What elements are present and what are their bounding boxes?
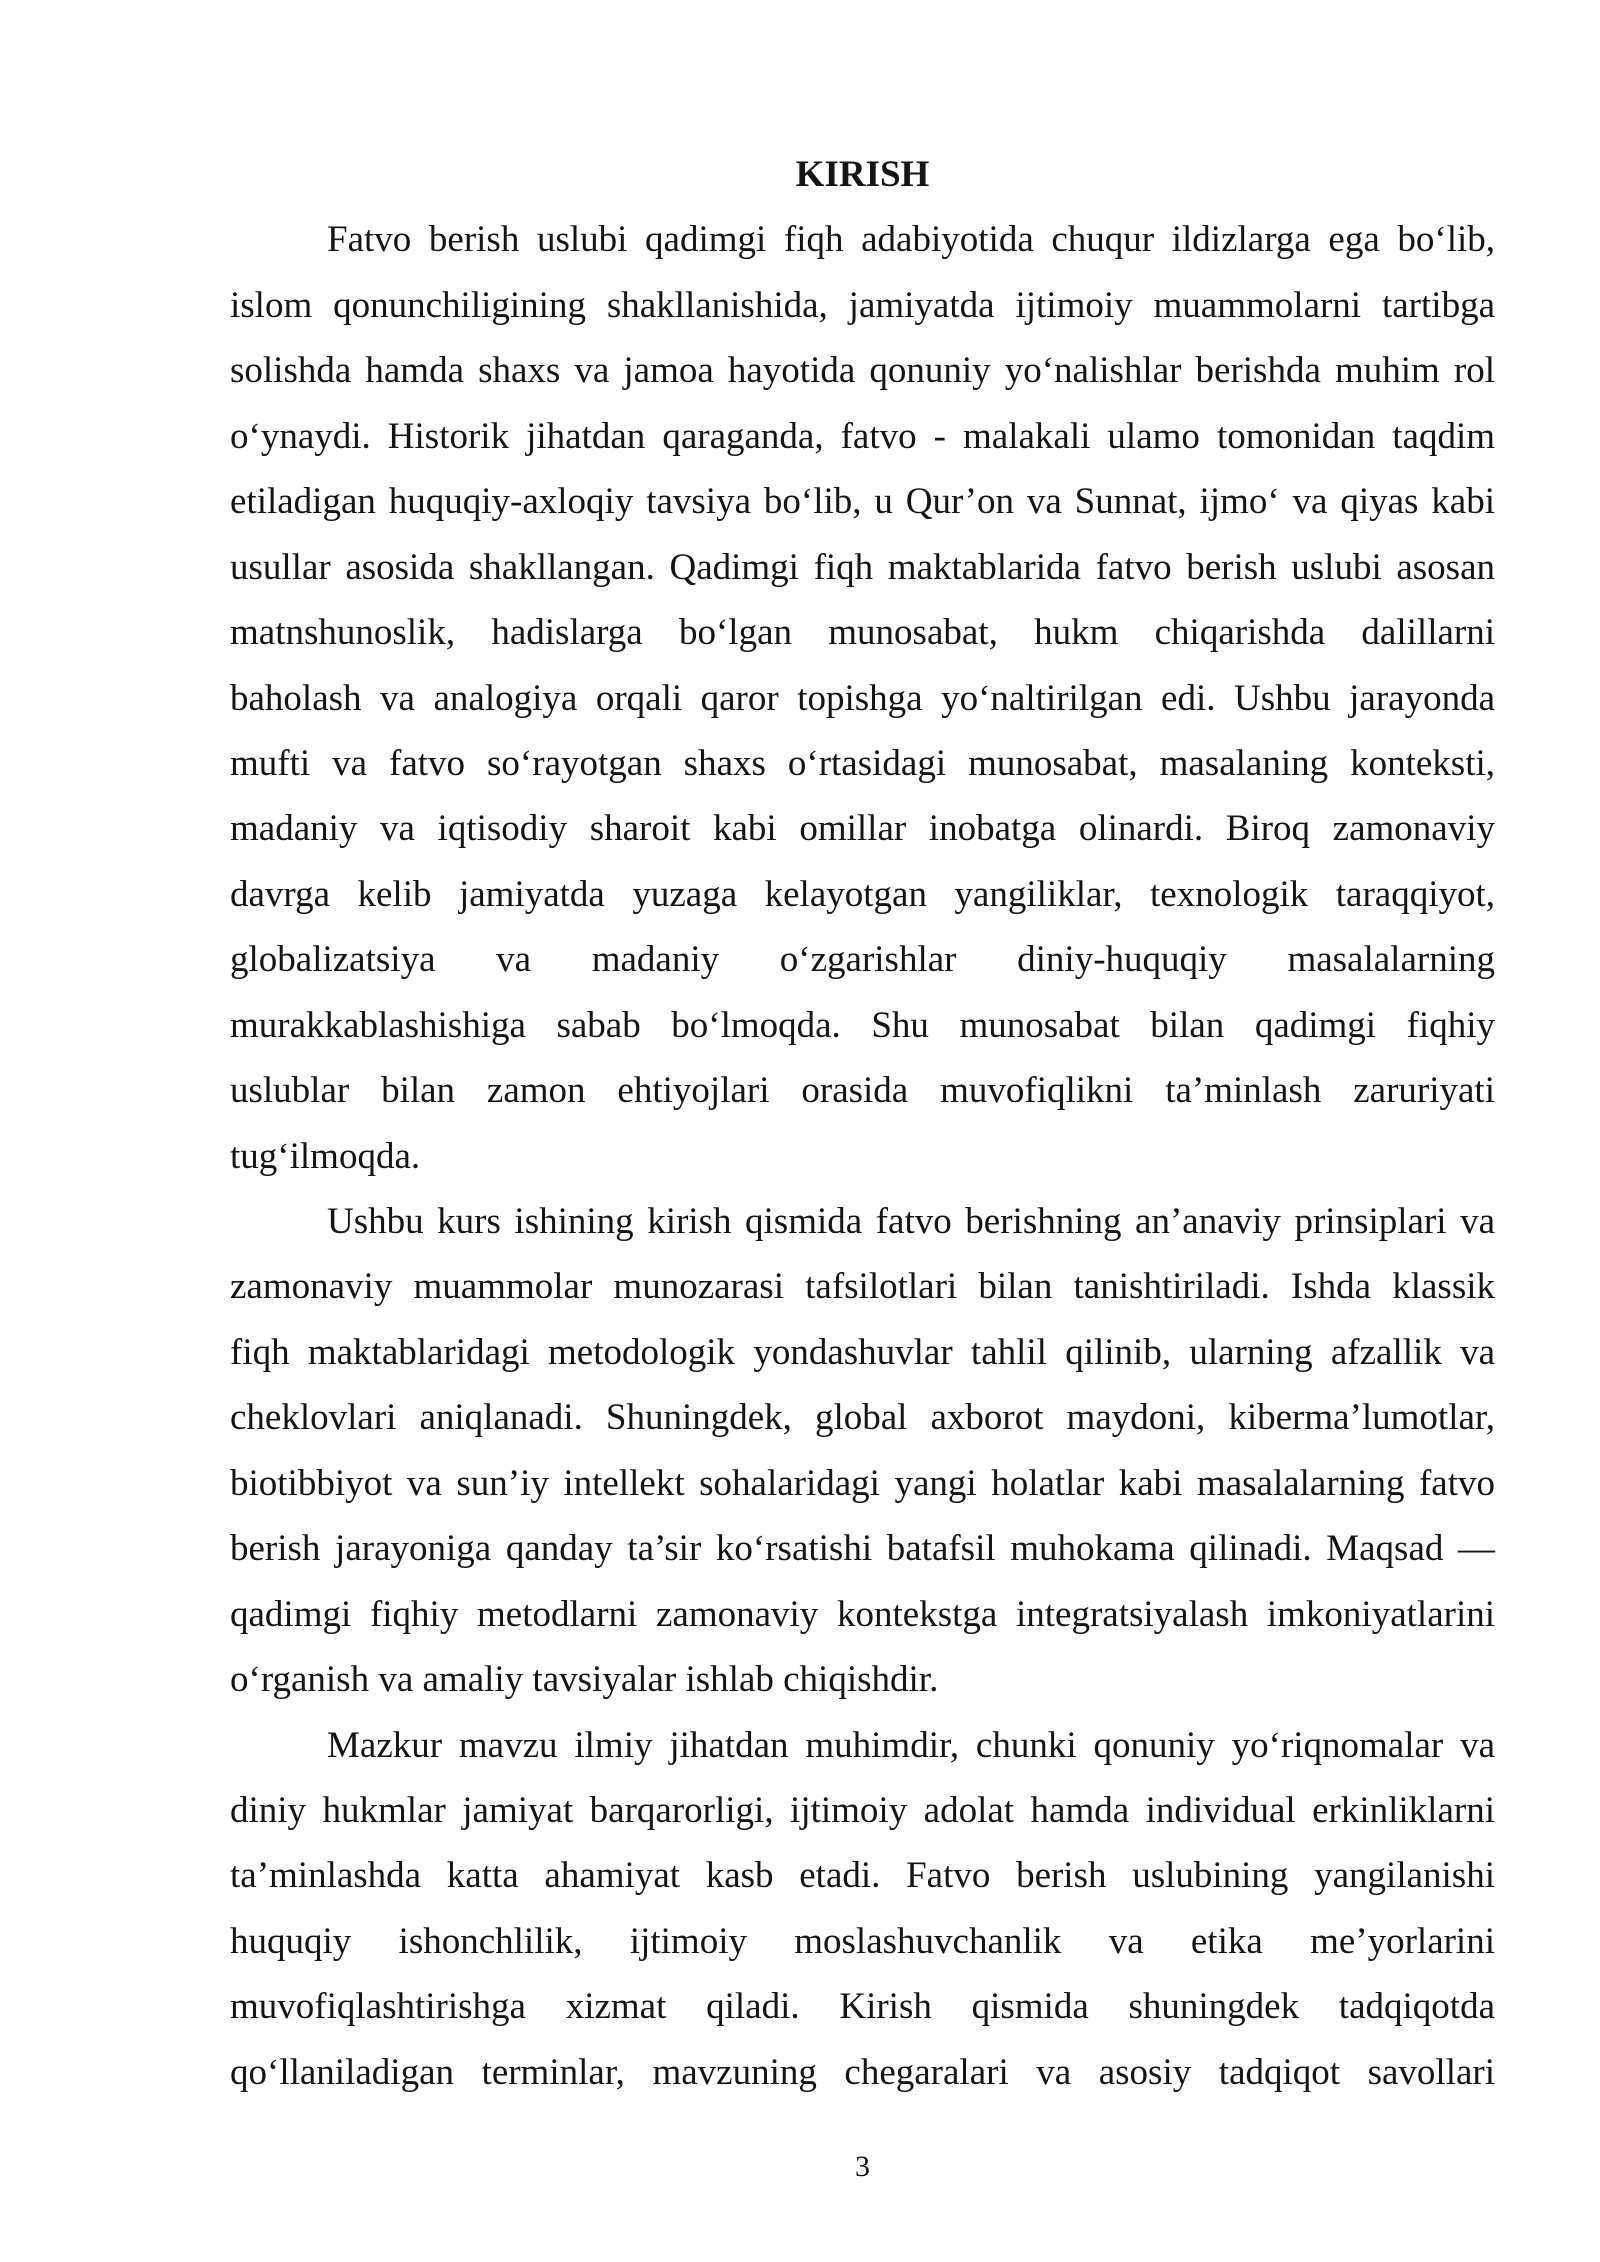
paragraph-line: mufti va fatvo so‘rayotgan shaxs o‘rtasidagi munosabat, masalaning konteksti,: [230, 742, 1495, 784]
paragraph-line: uslublar bilan zamon ehtiyojlari orasida muvofiqlikni ta’minlash zaruriyati: [230, 1070, 1495, 1112]
paragraph-line: baholash va analogiya orqali qaror topishga yo‘naltirilgan edi. Ushbu jarayonda: [230, 677, 1495, 719]
document-body: [230, 207, 1495, 2105]
paragraph: [230, 207, 1495, 1189]
paragraph-line: murakkablashishiga sabab bo‘lmoqda. Shu munosabat bilan qadimgi fiqhiy: [230, 1004, 1495, 1046]
paragraph-line: zamonaviy muammolar munozarasi tafsilotlari bilan tanishtiriladi. Ishda klassik: [230, 1266, 1495, 1308]
paragraph-line: madaniy va iqtisodiy sharoit kabi omillar inobatga olinardi. Biroq zamonaviy: [230, 808, 1495, 850]
paragraph-line: qadimgi fiqhiy metodlarni zamonaviy kontekstga integratsiyalash imkoniyatlarini: [230, 1593, 1495, 1635]
paragraph-line: cheklovlari aniqlanadi. Shuningdek, global axborot maydoni, kiberma’lumotlar,: [230, 1397, 1495, 1439]
paragraph: [230, 1713, 1495, 2106]
paragraph-line: Ushbu kurs ishining kirish qismida fatvo berishning an’anaviy prinsiplari va: [327, 1201, 1495, 1242]
paragraph-line: fiqh maktablaridagi metodologik yondashuvlar tahlil qilinib, ularning afzallik va: [230, 1331, 1495, 1373]
paragraph-line: usullar asosida shakllangan. Qadimgi fiqh maktablarida fatvo berish uslubi asosan: [230, 546, 1495, 588]
paragraph-line: qo‘llaniladigan terminlar, mavzuning chegaralari va asosiy tadqiqot savollari: [230, 2051, 1495, 2093]
paragraph-line: tug‘ilmoqda.: [230, 1135, 421, 1177]
paragraph-line: davrga kelib jamiyatda yuzaga kelayotgan yangiliklar, texnologik taraqqiyot,: [230, 873, 1495, 915]
paragraph: [230, 1189, 1495, 1713]
paragraph-line: o‘rganish va amaliy tavsiyalar ishlab chiqishdir.: [230, 1659, 939, 1701]
document-content: [230, 142, 1495, 2105]
paragraph-line: etiladigan huquqiy-axloqiy tavsiya bo‘lib, u Qur’on va Sunnat, ijmo‘ va qiyas kabi: [230, 481, 1495, 523]
paragraph-line: Mazkur mavzu ilmiy jihatdan muhimdir, chunki qonuniy yo‘riqnomalar va: [327, 1724, 1495, 1766]
section-title: KIRISH: [795, 154, 930, 195]
paragraph-line: biotibbiyot va sun’iy intellekt sohalaridagi yangi holatlar kabi masalalarning fatvo: [230, 1462, 1495, 1504]
paragraph-line: globalizatsiya va madaniy o‘zgarishlar diniy-huquqiy masalalarning: [230, 939, 1495, 981]
paragraph-line: berish jarayoniga qanday ta’sir ko‘rsatishi batafsil muhokama qilinadi. Maqsad —: [230, 1528, 1495, 1570]
paragraph-line: huquqiy ishonchlilik, ijtimoiy moslashuvchanlik va etika me’yorlarini: [230, 1920, 1495, 1962]
paragraph-line: o‘ynaydi. Historik jihatdan qaraganda, fatvo - malakali ulamo tomonidan taqdim: [230, 415, 1495, 457]
paragraph-line: islom qonunchiligining shakllanishida, jamiyatda ijtimoiy muammolarni tartibga: [230, 284, 1495, 326]
paragraph-line: matnshunoslik, hadislarga bo‘lgan munosabat, hukm chiqarishda dalillarni: [230, 612, 1495, 654]
paragraph-line: solishda hamda shaxs va jamoa hayotida qonuniy yo‘nalishlar berishda muhim rol: [230, 350, 1495, 392]
paragraph-line: ta’minlashda katta ahamiyat kasb etadi. Fatvo berish uslubining yangilanishi: [230, 1855, 1495, 1897]
paragraph-line: Fatvo berish uslubi qadimgi fiqh adabiyotida chuqur ildizlarga ega bo‘lib,: [327, 219, 1495, 261]
paragraph-line: muvofiqlashtirishga xizmat qiladi. Kirish qismida shuningdek tadqiqotda: [230, 1986, 1495, 2028]
page-number: 3: [855, 2150, 870, 2183]
paragraph-line: diniy hukmlar jamiyat barqarorligi, ijtimoiy adolat hamda individual erkinliklarni: [230, 1789, 1495, 1831]
